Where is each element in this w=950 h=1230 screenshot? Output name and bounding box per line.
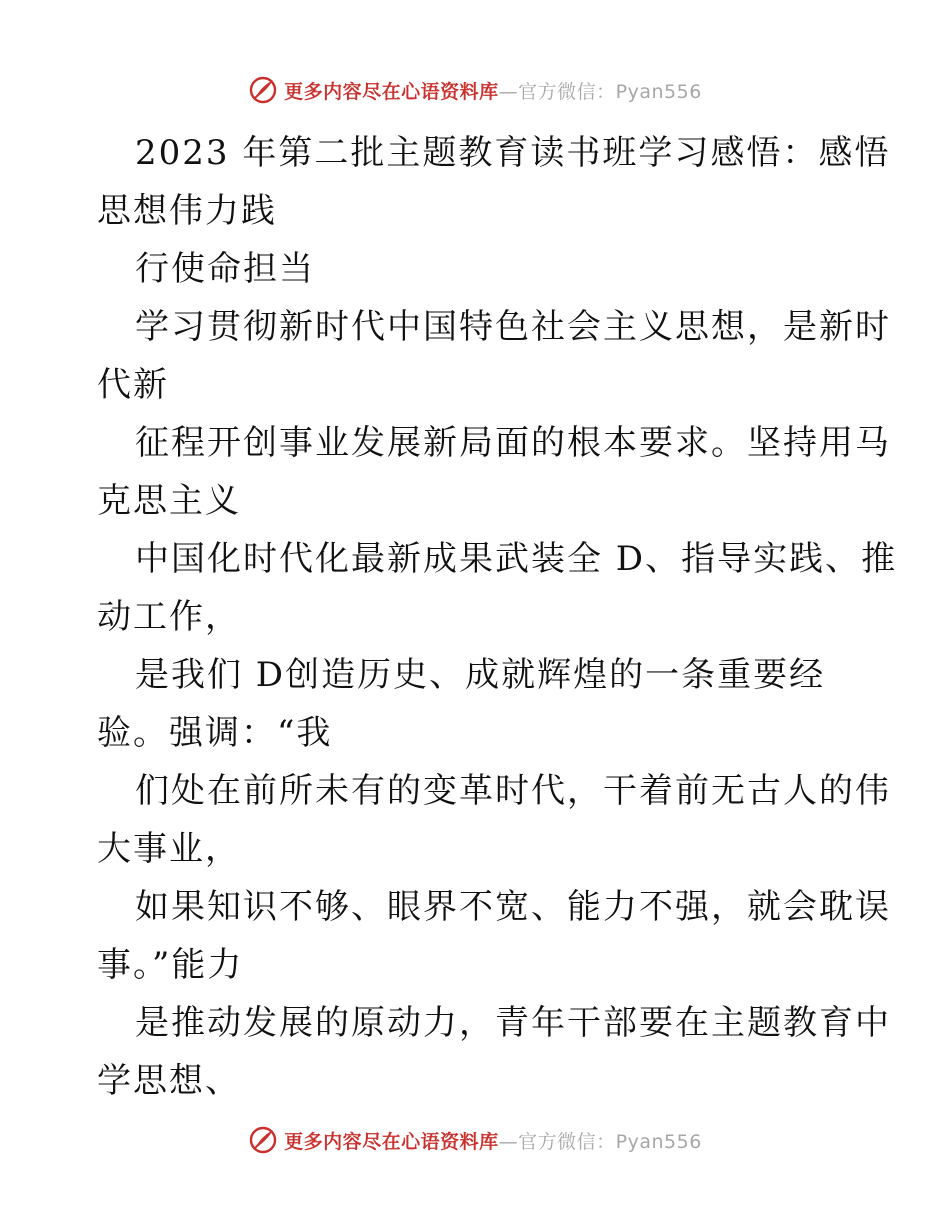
- header-watermark: [0, 70, 950, 110]
- watermark-text: [284, 1127, 702, 1154]
- text-line: 事。”能力: [97, 945, 244, 985]
- watermark-red-text: 更多内容尽在心语资料库: [284, 1130, 499, 1153]
- text-line: 如果知识不够、眼界不宽、能力不强，就会耽误: [135, 887, 891, 927]
- footer-watermark: [0, 1120, 950, 1160]
- text-line: 是我们 D创造历史、成就辉煌的一条重要经: [135, 655, 826, 695]
- text-line: 学思想、: [97, 1061, 241, 1101]
- text-line: 代新: [97, 365, 169, 405]
- watermark-red-text: 更多内容尽在心语资料库: [284, 80, 499, 103]
- text-line: 中国化时代化最新成果武装全 D、指导实践、推: [135, 539, 898, 579]
- feather-pen-logo-icon: [248, 1125, 278, 1155]
- text-line: 们处在前所未有的变革时代，干着前无古人的伟: [135, 771, 891, 811]
- watermark-gray-text: —官方微信：Pyan556: [498, 1130, 702, 1153]
- text-line: 克思主义: [97, 481, 241, 521]
- watermark-gray-text: —官方微信：Pyan556: [498, 80, 702, 103]
- text-line: 2023 年第二批主题教育读书班学习感悟：感悟: [135, 133, 891, 173]
- watermark-text: [284, 77, 702, 104]
- text-line: 是推动发展的原动力，青年干部要在主题教育中: [135, 1003, 891, 1043]
- text-line: 行使命担当: [135, 249, 315, 289]
- text-line: 验。强调：“我: [97, 713, 333, 753]
- text-line: 动工作，: [97, 597, 241, 637]
- document-body: [97, 124, 898, 1110]
- text-line: 征程开创事业发展新局面的根本要求。坚持用马: [135, 423, 891, 463]
- text-line: 大事业，: [97, 829, 241, 869]
- text-line: 思想伟力践: [97, 191, 277, 231]
- text-line: 学习贯彻新时代中国特色社会主义思想，是新时: [135, 307, 891, 347]
- feather-pen-logo-icon: [248, 75, 278, 105]
